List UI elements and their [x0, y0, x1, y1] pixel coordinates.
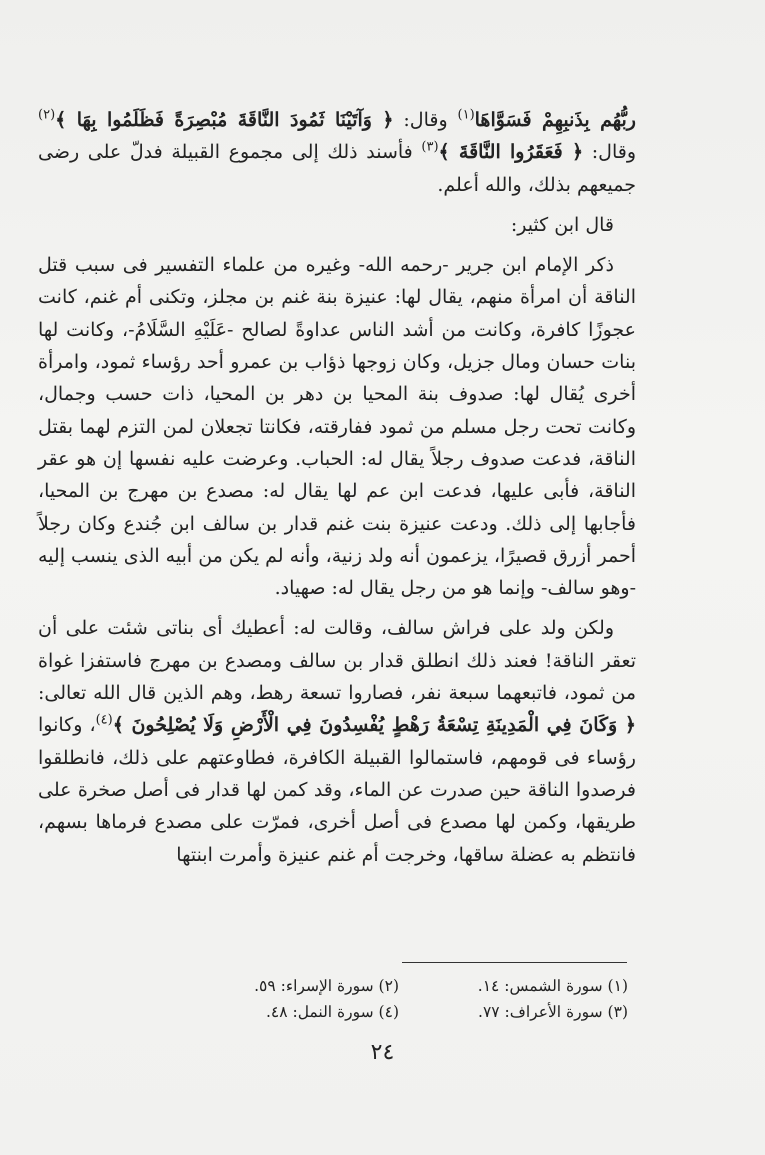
quran-verse: ﴿ فَعَقَرُوا النَّاقَةَ ﴾ [438, 141, 584, 164]
footnote-divider [402, 962, 627, 963]
page-number: ٢٤ [370, 1040, 395, 1065]
paragraph-3: ذكر الإمام ابن جرير -رحمه الله- وغيره من علماء التفسير فى سبب قتل الناقة أن امرأة منهم، يقال لها: عنيزة بنة غنم بن مجلز، وتكنى أم غنم، كانت عجوزًا كافرة، وكانت من أشد الناس عداوةً لصالح -عَلَيْهِ السَّلَامُ-، وكانت لها بنات حسان ومال جزيل، وكان زوجها ذؤاب بن عمرو أحد رؤساء ثمود، وامرأة أخرى يُقال لها: صدوف بنة المحيا بن دهر بن المحيا، ذات حسب وجمال، وكانت تحت رجل مسلم من ثمود ففارقته، فكانتا تجعلان لمن التزم لهما بقتل الناقة، فدعت صدوف رجلاً يقال له: الحباب. وعرضت عليه نفسها إن هو عقر الناقة، فأبى عليها، فدعت ابن عم لها يقال له: مصدع بن مهرج بن المحيا، فأجابها إلى ذلك. ودعت عنيزة بنت غنم قدار بن سالف ابن جُندع وكان رجلاً أحمر أزرق قصيرًا، يزعمون أنه ولد زنية، وأنه لم يكن من أبيه الذى ينسب إليه -وهو سالف- وإنما هو من رجل يقال له: صهياد. [38, 254, 636, 600]
footnote-ref: (٤) [95, 713, 113, 729]
footnote-1: (١) سورة الشمس: ١٤. [477, 977, 628, 995]
quran-verse: ﴿ وَآتَيْنَا ثَمُودَ النَّاقَةَ مُبْصِرَةً فَظَلَمُوا بِهَا ﴾ [55, 109, 394, 131]
quran-verse: ﴿ وَكَانَ فِي الْمَدِينَةِ تِسْعَةُ رَهْطٍ يُفْسِدُونَ فِي الْأَرْضِ وَلَا يُصْلِحُونَ ﴾ [112, 714, 636, 737]
paragraph-text: ، وكانوا رؤساء فى قومهم، فاستمالوا القبيلة الكافرة، فطاوعتهم على ذلك، فانطلقوا فرصدوا الناقة حين صدرت عن الماء، وقد كمن لها قدار فى أصل صخرة على طريقها، وكمن لها مصدع فى أصل أخرى، فمرّت على مصدع فرماها بسهم، فانتظم به عضلة ساقها، وخرجت أم غنم عنيزة وأمرت ابنتها [38, 714, 636, 866]
paragraph-text: وقال: [393, 109, 458, 131]
paragraph-1 [38, 104, 636, 201]
footnote-ref: (١) [457, 107, 475, 123]
footnote-4: (٤) سورة النمل: ٤٨. [265, 1003, 399, 1021]
footnote-3: (٣) سورة الأعراف: ٧٧. [478, 1003, 628, 1021]
footnote-row [170, 999, 628, 1025]
body-text [38, 104, 636, 871]
footnote-ref: (٢) [38, 107, 56, 123]
paragraph-text: ولكن ولد على فراش سالف، وقالت له: أعطيك أى بناتى شئت على أن تعقر الناقة! فعند ذلك انطلق قدار بن سالف ومصدع بن مهرج فاستفزا غواة من ثمود، فاتبعهما سبعة نفر، فصاروا تسعة رهط، وهم الذين قال الله تعالى: [38, 617, 636, 705]
footnote-2: (٢) سورة الإسراء: ٥٩. [254, 977, 399, 995]
footnotes [170, 973, 628, 1025]
paragraph-text: وقال: [583, 141, 636, 164]
paragraph-4 [38, 612, 636, 870]
section-heading: قال ابن كثير: [510, 213, 614, 236]
quran-verse: ربُّهُم بِذَنبِهِمْ فَسَوَّاهَا [474, 109, 636, 131]
footnote-row [170, 973, 628, 999]
footnote-ref: (٣) [421, 139, 439, 155]
paragraph-text: فأسند ذلك إلى مجموع القبيلة فدلّ على رضى جميعهم بذلك، والله أعلم. [38, 141, 636, 196]
